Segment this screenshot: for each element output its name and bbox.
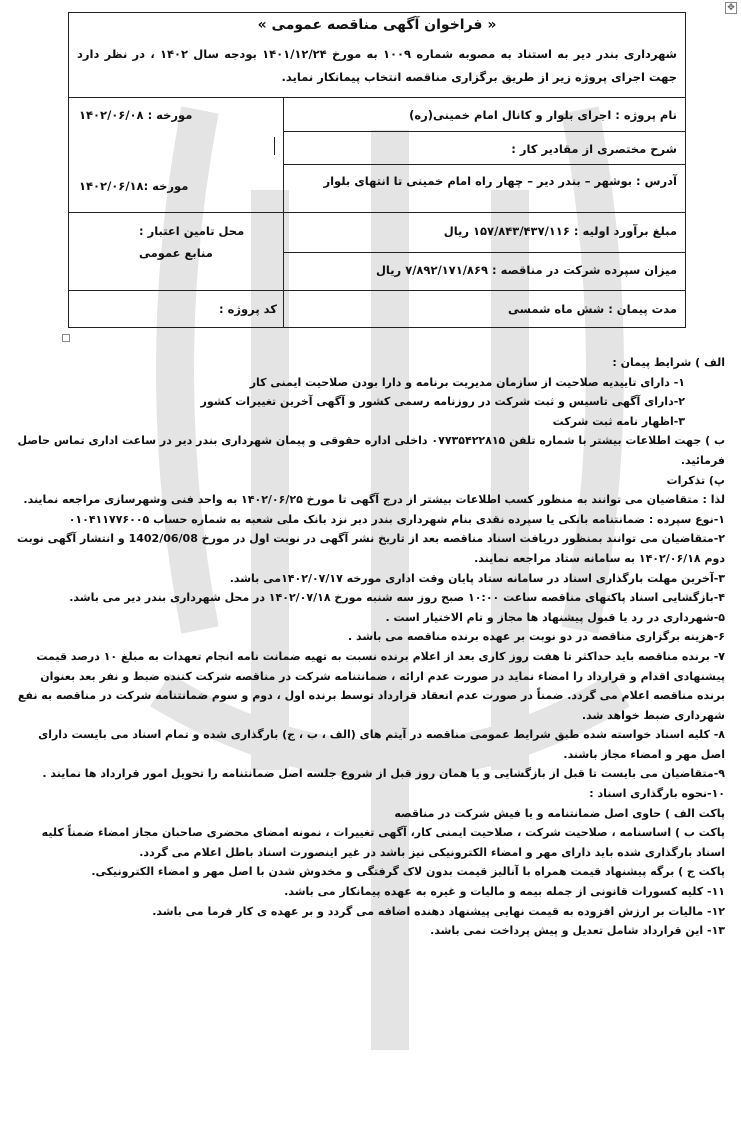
note-item: ۱۰-نحوه بارگذاری اسناد : xyxy=(589,787,725,801)
note-item: ۱-نوع سپرده : ضمانتنامه بانکی یا سپرده نقدی بنام شهرداری بندر دیر نزد بانک ملی شعبه به شماره حساب ۰۱۰۴۱۱۷۷۶۰۰۵ xyxy=(68,512,725,526)
table-resize-handle[interactable] xyxy=(62,334,70,342)
row-divider xyxy=(283,131,685,132)
funding-source-label: محل تامین اعتبار : xyxy=(139,224,245,238)
condition-item: ۳-اظهار نامه ثبت شرکت xyxy=(552,414,685,428)
condition-item: ۱- دارای تاییدیه صلاحیت از سازمان مدیریت برنامه و دارا بودن صلاحیت ایمنی کار xyxy=(249,375,685,389)
table-move-handle-icon[interactable]: ✥ xyxy=(725,2,737,14)
row-divider xyxy=(69,290,685,291)
note-item: ۱۱- کلیه کسورات قانونی از جمله بیمه و مالیات و غیره به عهده پیمانکار می باشد. xyxy=(284,885,725,899)
notes-intro: لذا : متقاضیان می توانند به منظور کسب اطلاعات بیشتر از درج آگهی تا مورخ ۱۴۰۲/۰۶/۲۵ به واحد فنی وشهرسازی مراجعه نمایند. xyxy=(23,493,725,507)
note-item: ۶-هزینه برگزاری مناقصه در دو نوبت بر عهده برنده مناقصه می باشد . xyxy=(347,630,725,644)
note-item: ۳-آخرین مهلت بارگذاری اسناد در سامانه ستاد پایان وقت اداری مورخه ۱۴۰۲/۰۷/۱۷می باشد. xyxy=(229,571,725,585)
project-address: آدرس : بوشهر – بندر دیر – چهار راه امام خمینی تا انتهای بلوار xyxy=(323,174,677,188)
project-code-label: کد پروژه : xyxy=(219,302,277,316)
note-item: ۲-متقاضیان می توانند بمنظور دریافت اسناد مناقصه بعد از تاریخ نشر آگهی در نوبت اول در مورخ 1402/06/08 و انتشار آگهی نوبت دوم ۱۴۰۲/۰۶/۱۸ به سامانه ستاد مراجعه نمایند. xyxy=(17,532,725,565)
funding-source-value: منابع عمومی xyxy=(139,246,213,260)
conditions-heading: الف ) شرایط پیمان : xyxy=(612,356,725,369)
note-item: پاکت ج ) برگه پیشنهاد قیمت همراه با آنالیز قیمت بدون لاک گرفتگی و مخدوش شدن با اصل مهر و امضاء الکترونیکی. xyxy=(91,865,725,879)
row-divider xyxy=(283,252,685,253)
note-item: پاکت الف ) حاوی اصل ضمانتنامه و یا فیش شرکت در مناقصه xyxy=(394,806,725,820)
deposit-amount: میزان سپرده شرکت در مناقصه : ۷/۸۹۲/۱۷۱/۸۶۹ ریال xyxy=(375,263,677,277)
publish-date-second: مورخه :۱۴۰۲/۰۶/۱۸ xyxy=(79,179,189,193)
note-item: ۹-متقاضیان می بایست تا قبل از بازگشایی و یا همان روز قبل از شروع جلسه اصل ضمانتنامه را تحویل امور قرارداد ها نمایند . xyxy=(42,767,725,781)
note-item: ۱۳- این قرارداد شامل تعدیل و پیش پرداخت نمی باشد. xyxy=(430,924,725,938)
note-item: ۵-شهرداری در رد یا قبول پیشنهاد ها مجاز و تام الاختیار است . xyxy=(385,610,725,624)
row-divider xyxy=(69,212,685,213)
note-item: ۴-بازگشایی اسناد پاکتهای مناقصه ساعت ۱۰:۰۰ صبح روز سه شنبه مورخ ۱۴۰۲/۰۷/۱۸ در محل شهرداری بندر دیر می باشد. xyxy=(69,591,725,605)
row-divider xyxy=(69,97,685,98)
contact-info: ب ) جهت اطلاعات بیشتر با شماره تلفن ۰۷۷۳۵۴۲۲۸۱۵ داخلی اداره حقوقی و پیمان شهرداری بندر دیر در ساعت اداری تماس حاصل فرمائید. xyxy=(17,434,725,467)
note-item: ۷- برنده مناقصه باید حداکثر تا هفت روز کاری بعد از اعلام برنده نسبت به تهیه ضمانت نامه انجام تعهدات به مبلغ ۱۰ درصد قیمت پیشنهادی اقدام و قرارداد را امضاء نماید در صورت عدم ارائه ، ضمانتنامه شرکت در مناقصه شرکت کننده ضبط و نفر بعد بعنوان برنده مناقصه اعلام می گردد. ضمناً در صورت عدم انعقاد قرارداد توسط برنده اول ، دوم و سوم ضمانتنامه شرکت در مناقصه به نفع شهرداری ضبط خواهد شد. xyxy=(17,649,725,722)
contract-duration: مدت پیمان : شش ماه شمسی xyxy=(508,302,677,316)
condition-item: ۲-دارای آگهی تاسیس و ثبت شرکت در روزنامه رسمی کشور و آگهی آخرین تغییرات کشور xyxy=(200,395,685,409)
publish-date-first: مورخه : ۱۴۰۲/۰۶/۰۸ xyxy=(79,108,193,122)
row-divider xyxy=(283,164,685,165)
note-item: پاکت ب ) اساسنامه ، صلاحیت شرکت ، صلاحیت ایمنی کار، آگهی تغییرات ، نمونه امضای محضری صاحبان مجاز امضاء ضمناً کلیه اسناد بارگذاری شده باید دارای مهر و امضاء الکترونیکی نیز باشد در غیر اینصورت اسناد باطل اعلام می گردد. xyxy=(41,826,725,859)
announcement-title: « فراخوان آگهی مناقصه عمومی » xyxy=(257,17,497,33)
document-body xyxy=(16,353,725,941)
announcement-intro: شهرداری بندر دیر به استناد به مصوبه شماره ۱۰۰۹ به مورخ ۱۴۰۱/۱۲/۲۴ بودجه سال ۱۴۰۲ ، در نظر دارد جهت اجرای پروژه زیر از طریق برگزاری مناقصه انتخاب پیمانکار نماید. xyxy=(77,47,677,84)
initial-estimate: مبلغ برآورد اولیه : ۱۵۷/۸۴۳/۴۳۷/۱۱۶ ریال xyxy=(443,224,677,238)
notes-heading: پ) تذکرات xyxy=(666,473,725,487)
project-name: نام پروژه : اجرای بلوار و کانال امام خمینی(ره) xyxy=(409,108,677,122)
work-scope-label: شرح مختصری از مقادیر کار : xyxy=(511,142,677,156)
tender-info-table xyxy=(68,12,686,328)
note-item: ۱۲- مالیات بر ارزش افزوده به قیمت نهایی پیشنهاد دهنده اضافه می گردد و بر عهده ی کار فرما می باشد. xyxy=(152,904,725,918)
note-item: ۸- کلیه اسناد خواسته شده طبق شرایط عمومی مناقصه در آیتم های (الف ، ب ، ج) بارگذاری شده و تمام اسناد می بایست دارای اصل مهر و امضاء مجاز باشند. xyxy=(38,728,725,761)
text-cursor xyxy=(274,137,275,155)
